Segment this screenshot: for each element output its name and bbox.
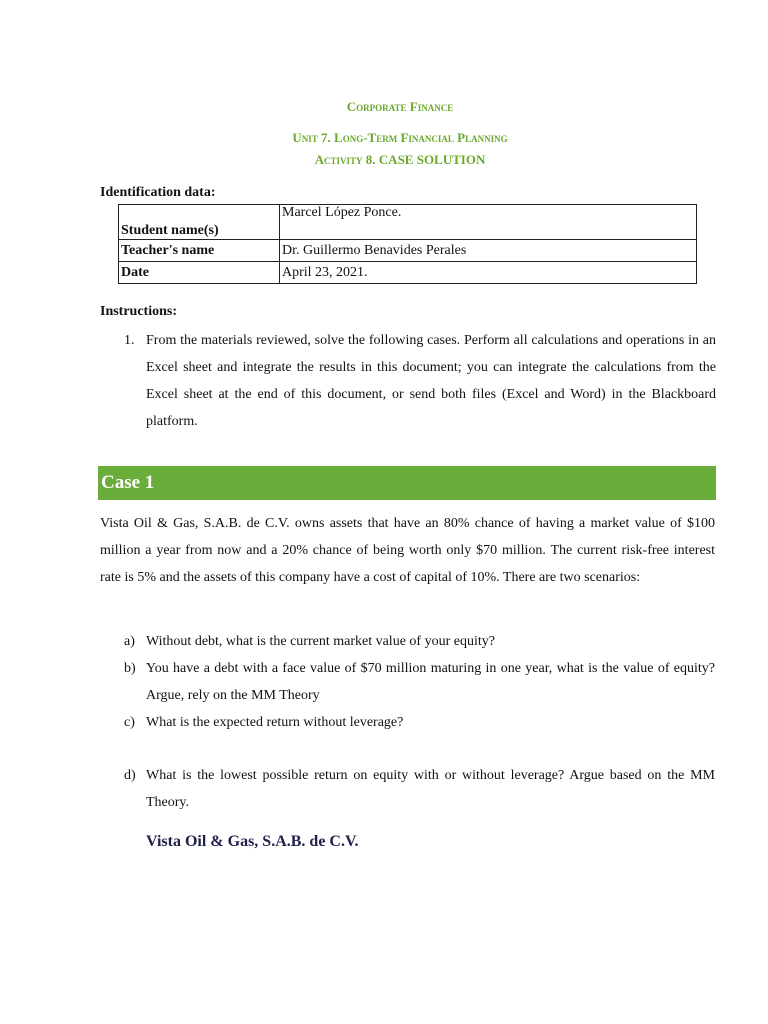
question-item	[124, 628, 715, 655]
instruction-text: From the materials reviewed, solve the following cases. Perform all calculations and operations in an Excel sheet and integrate the results in this document; you can integrate the calculations from the Excel sheet at the end of this document, or send both files (Excel and Word) in the Blackboard platform.	[146, 333, 716, 429]
instruction-number: 1.	[124, 333, 135, 348]
question-item	[124, 655, 715, 709]
question-item	[124, 762, 715, 816]
company-name: Vista Oil & Gas, S.A.B. de C.V.	[146, 833, 359, 850]
question-item	[124, 709, 715, 736]
question-text: What is the lowest possible return on equity with or without leverage? Argue based on the MM Theory.	[146, 768, 715, 810]
teacher-name-label: Teacher's name	[119, 240, 280, 262]
question-letter: c)	[124, 715, 135, 730]
instruction-item	[124, 327, 716, 435]
table-row	[119, 240, 697, 262]
case-paragraph: Vista Oil & Gas, S.A.B. de C.V. owns assets that have an 80% chance of having a market value of $100 million a year from now and a 20% chance of being worth only $70 million. The current risk-free interest rate is 5% and the assets of this company have a cost of capital of 10%. There are two scenarios:	[100, 516, 715, 585]
instructions-label: Instructions:	[100, 304, 178, 319]
question-letter: b)	[124, 661, 136, 676]
question-text: What is the expected return without leverage?	[146, 715, 404, 730]
identification-label: Identification data:	[100, 185, 216, 200]
table-row	[119, 262, 697, 284]
identification-table	[118, 204, 697, 284]
date-label: Date	[119, 262, 280, 284]
activity-title: Activity 8. CASE SOLUTION	[314, 152, 486, 167]
question-text: Without debt, what is the current market value of your equity?	[146, 634, 495, 649]
teacher-name-value: Dr. Guillermo Benavides Perales	[280, 240, 697, 262]
table-row	[119, 205, 697, 240]
course-title: Corporate Finance	[346, 99, 454, 114]
unit-title: Unit 7. Long-Term Financial Planning	[292, 130, 508, 145]
question-text: You have a debt with a face value of $70 million maturing in one year, what is the value of equity? Argue, rely on the MM Theory	[146, 661, 715, 703]
question-letter: a)	[124, 634, 135, 649]
student-name-value: Marcel López Ponce.	[280, 205, 697, 240]
case-heading: Case 1	[98, 466, 716, 500]
date-value: April 23, 2021.	[280, 262, 697, 284]
student-name-label: Student name(s)	[119, 205, 280, 240]
question-letter: d)	[124, 768, 136, 783]
